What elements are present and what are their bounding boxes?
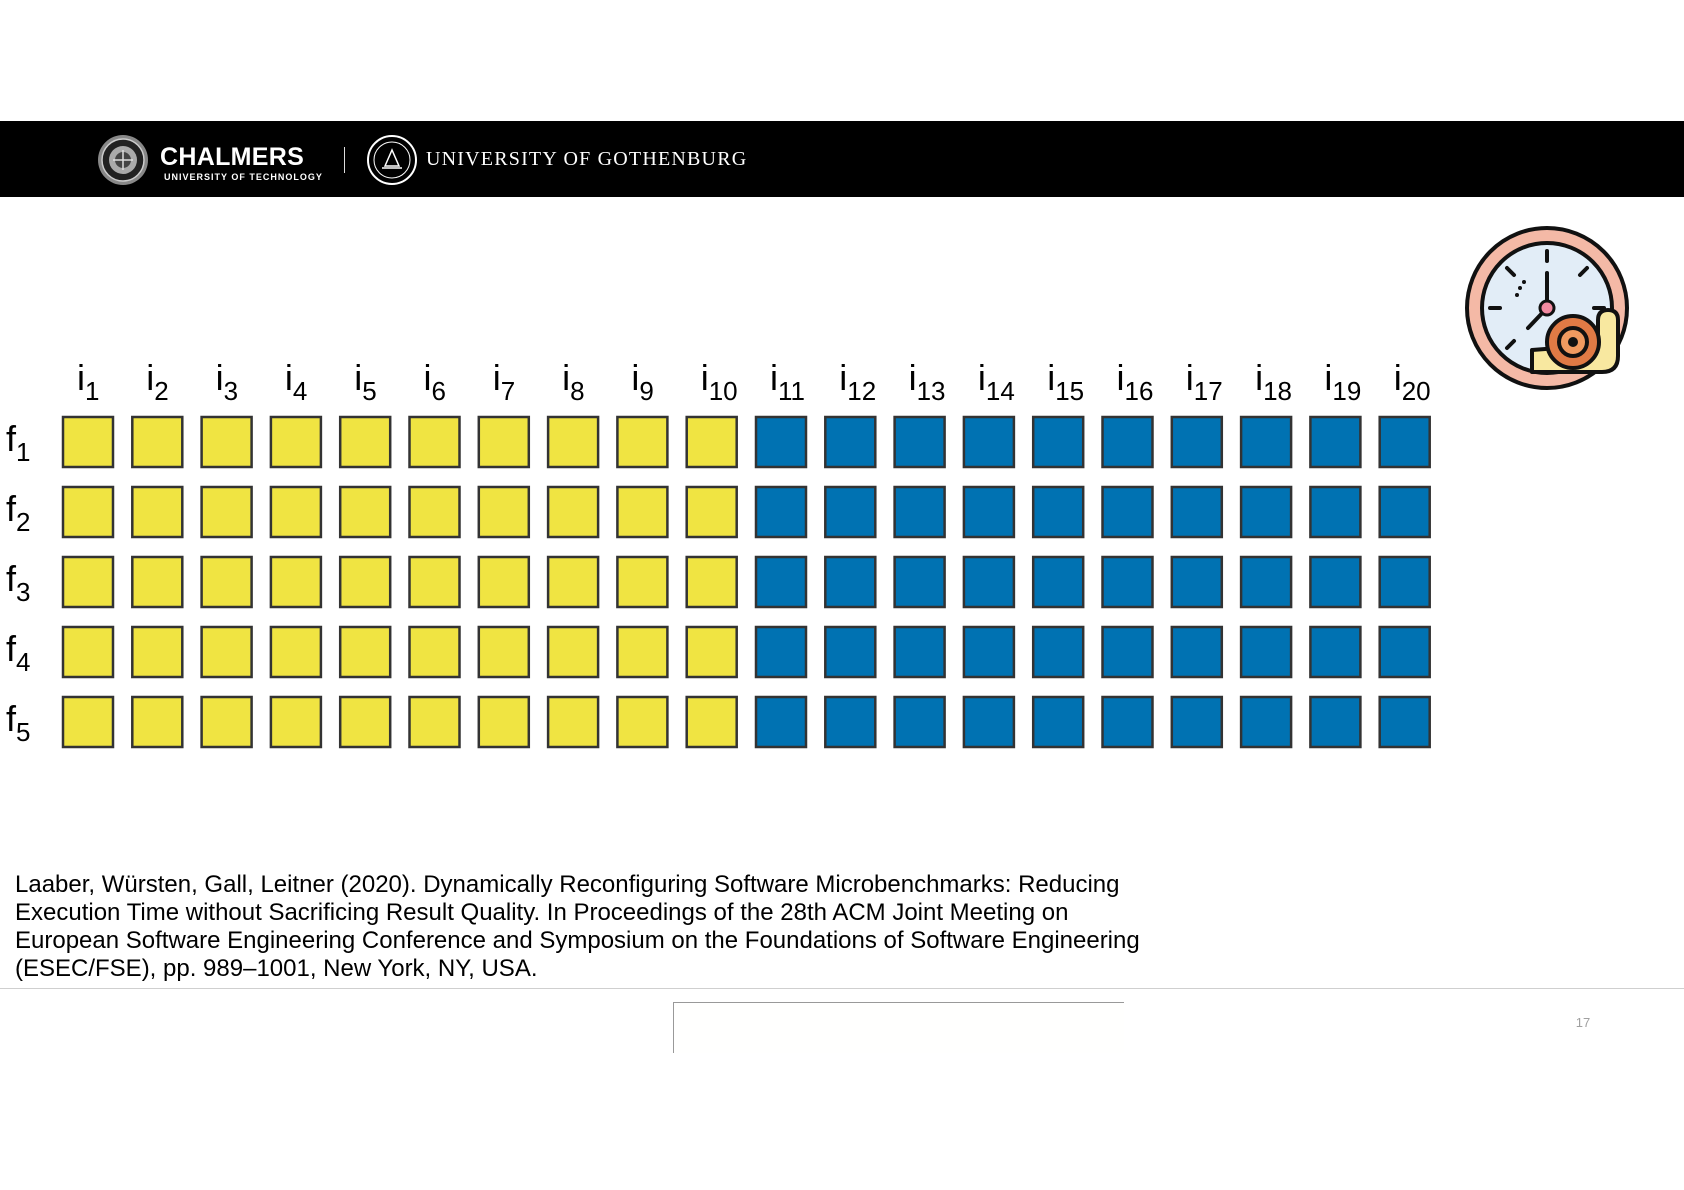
grid-cell xyxy=(1033,557,1083,607)
grid-cell xyxy=(1310,487,1360,537)
grid-cell xyxy=(202,697,252,747)
grid-cell xyxy=(63,417,113,467)
grid-cell xyxy=(63,487,113,537)
column-label: $i_{19}$ xyxy=(1324,357,1362,406)
citation-line: Execution Time without Sacrificing Result Quality. In Proceedings of the 28th ACM Joint Meeting on xyxy=(15,899,1069,926)
grid-cell xyxy=(410,417,460,467)
citation xyxy=(15,871,1255,983)
grid-cell xyxy=(687,627,737,677)
grid-cell xyxy=(479,627,529,677)
column-label: $i_{13}$ xyxy=(908,357,946,406)
column-label: $i_{15}$ xyxy=(1047,357,1085,406)
grid-cell xyxy=(617,487,667,537)
citation-line: (ESEC/FSE), pp. 989–1001, New York, NY, USA. xyxy=(15,955,538,982)
column-label: $i_{12}$ xyxy=(839,357,877,406)
column-label: $i_{16}$ xyxy=(1116,357,1154,406)
grid-cell xyxy=(410,627,460,677)
grid-cell xyxy=(1172,417,1222,467)
stopwatch-snail-icon xyxy=(1462,225,1638,401)
grid-cell xyxy=(271,697,321,747)
grid-cell xyxy=(756,697,806,747)
row-label: $f_4$ xyxy=(6,628,31,677)
grid-cell xyxy=(617,557,667,607)
row-label: $f_3$ xyxy=(6,558,31,607)
grid-cell xyxy=(1380,697,1430,747)
page-number: 17 xyxy=(1575,1015,1591,1030)
grid-cell xyxy=(964,627,1014,677)
column-label: $i_3$ xyxy=(215,357,239,406)
column-label: $i_{18}$ xyxy=(1255,357,1293,406)
grid-cell xyxy=(410,557,460,607)
column-label: $i_2$ xyxy=(146,357,169,406)
grid-cell xyxy=(617,417,667,467)
grid-cell xyxy=(548,557,598,607)
grid-cell xyxy=(202,487,252,537)
grid-cell xyxy=(1103,557,1153,607)
grid-cell xyxy=(63,627,113,677)
grid-cell xyxy=(1241,487,1291,537)
row-label: $f_5$ xyxy=(6,698,31,747)
grid-cell xyxy=(271,417,321,467)
grid-cell xyxy=(825,697,875,747)
grid-cell xyxy=(271,627,321,677)
column-label: $i_{11}$ xyxy=(770,357,805,406)
grid-cell xyxy=(548,487,598,537)
grid-cell xyxy=(1033,697,1083,747)
grid-cell xyxy=(687,417,737,467)
grid-cell xyxy=(687,487,737,537)
grid-cell xyxy=(687,557,737,607)
column-label: $i_1$ xyxy=(77,357,100,406)
grid-cell xyxy=(132,557,182,607)
grid-cell xyxy=(1310,557,1360,607)
column-label: $i_{17}$ xyxy=(1185,357,1223,406)
grid-cell xyxy=(1241,627,1291,677)
grid-cell xyxy=(63,697,113,747)
logo-divider xyxy=(344,147,345,173)
grid-cell xyxy=(1380,557,1430,607)
grid-cell xyxy=(340,627,390,677)
grid-cell xyxy=(1033,627,1083,677)
grid-cell xyxy=(1033,417,1083,467)
grid-cell xyxy=(1380,417,1430,467)
column-label: $i_5$ xyxy=(354,357,377,406)
chalmers-name: CHALMERS xyxy=(160,143,305,171)
footer-box xyxy=(673,1002,1124,1053)
grid-cell xyxy=(756,627,806,677)
grid-cell xyxy=(825,487,875,537)
column-label: $i_{14}$ xyxy=(977,357,1015,406)
footer-divider xyxy=(0,988,1684,989)
measurement-grid xyxy=(0,350,1440,760)
header-bar xyxy=(0,121,1684,197)
grid-cell xyxy=(132,487,182,537)
grid-cell xyxy=(1241,557,1291,607)
grid-cell xyxy=(756,417,806,467)
grid-cell xyxy=(340,487,390,537)
grid-cell xyxy=(895,487,945,537)
grid-cell xyxy=(202,417,252,467)
column-label: $i_9$ xyxy=(631,357,654,406)
grid-cell xyxy=(964,697,1014,747)
grid-cell xyxy=(63,557,113,607)
grid-cell xyxy=(1172,557,1222,607)
citation-line: European Software Engineering Conference and Symposium on the Foundations of Software Engineering xyxy=(15,927,1140,954)
grid-cell xyxy=(1103,697,1153,747)
grid-cell xyxy=(825,417,875,467)
grid-cell xyxy=(964,557,1014,607)
grid-cell xyxy=(548,417,598,467)
grid-cell xyxy=(1380,487,1430,537)
grid-cell xyxy=(1310,627,1360,677)
grid-cell xyxy=(479,417,529,467)
grid-cell xyxy=(202,557,252,607)
grid-cell xyxy=(132,627,182,677)
chalmers-subtitle: UNIVERSITY OF TECHNOLOGY xyxy=(164,172,323,182)
grid-cell xyxy=(202,627,252,677)
grid-cell xyxy=(964,417,1014,467)
grid-cell xyxy=(1103,627,1153,677)
grid-cell xyxy=(548,697,598,747)
grid-cell xyxy=(410,487,460,537)
grid-cell xyxy=(1241,697,1291,747)
grid-cell xyxy=(1310,417,1360,467)
grid-cell xyxy=(964,487,1014,537)
grid-cell xyxy=(1310,697,1360,747)
grid-cell xyxy=(1380,627,1430,677)
grid-cell xyxy=(271,487,321,537)
grid-cell xyxy=(895,627,945,677)
grid-cell xyxy=(687,697,737,747)
row-label: $f_1$ xyxy=(6,418,31,467)
grid-cell xyxy=(617,697,667,747)
gothenburg-seal-icon xyxy=(366,134,418,186)
grid-cell xyxy=(825,557,875,607)
grid-cell xyxy=(132,697,182,747)
grid-cell xyxy=(410,697,460,747)
column-label: $i_8$ xyxy=(562,357,585,406)
grid-cell xyxy=(895,417,945,467)
grid-cell xyxy=(479,697,529,747)
grid-cell xyxy=(271,557,321,607)
grid-cell xyxy=(1103,487,1153,537)
grid-cell xyxy=(1103,417,1153,467)
column-label: $i_{10}$ xyxy=(700,357,738,406)
grid-cell xyxy=(895,557,945,607)
grid-cell xyxy=(617,627,667,677)
grid-cell xyxy=(1172,487,1222,537)
chalmers-seal-icon xyxy=(96,133,150,187)
column-label: $i_7$ xyxy=(492,357,516,406)
grid-cell xyxy=(756,487,806,537)
grid-cell xyxy=(479,557,529,607)
grid-cell xyxy=(825,627,875,677)
column-label: $i_{20}$ xyxy=(1393,357,1431,406)
grid-cell xyxy=(340,557,390,607)
gothenburg-name: UNIVERSITY OF GOTHENBURG xyxy=(426,148,748,170)
grid-cell xyxy=(1172,627,1222,677)
grid-cell xyxy=(756,557,806,607)
grid-cell xyxy=(548,627,598,677)
column-label: $i_4$ xyxy=(284,357,308,406)
grid-cell xyxy=(1241,417,1291,467)
grid-cell xyxy=(1033,487,1083,537)
citation-line: Laaber, Würsten, Gall, Leitner (2020). Dynamically Reconfiguring Software Microbenchmarks: Reducing xyxy=(15,871,1120,898)
grid-cell xyxy=(1172,697,1222,747)
grid-cell xyxy=(340,417,390,467)
grid-cell xyxy=(895,697,945,747)
column-label: $i_6$ xyxy=(423,357,446,406)
grid-cell xyxy=(132,417,182,467)
row-label: $f_2$ xyxy=(6,488,31,537)
grid-cell xyxy=(340,697,390,747)
grid-cell xyxy=(479,487,529,537)
